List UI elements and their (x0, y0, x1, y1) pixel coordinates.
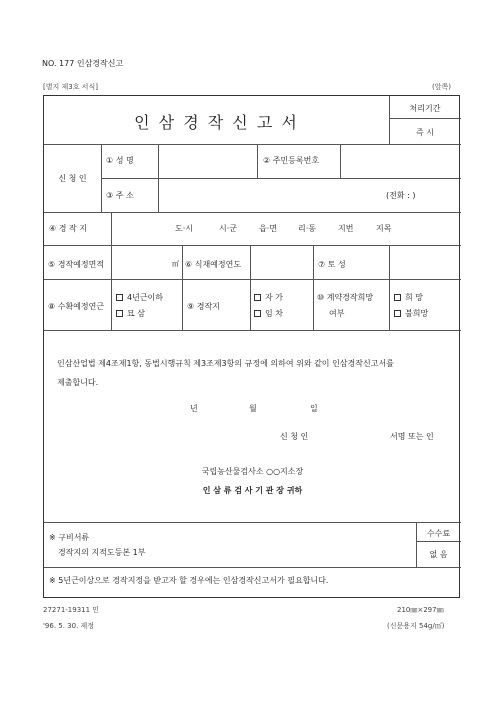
checkbox-icon (394, 294, 401, 301)
cultivation-location-label: ④ 경 작 지 (49, 224, 87, 233)
location-province: 도·시 (175, 224, 193, 233)
field-option-owned-label: 자 가 (265, 293, 283, 302)
applicant-label: 신 청 인 (58, 174, 87, 183)
document-code: 27271-19311 민 (43, 606, 100, 614)
required-documents-title: ※ 구비서류 (49, 533, 90, 542)
checkbox-icon (116, 294, 123, 301)
resident-number-label: ② 주민등록번호 (263, 156, 320, 165)
planting-year-label: ⑥ 식재예정연도 (185, 260, 242, 269)
processing-period-value: 즉 시 (416, 128, 434, 137)
signer-label: 신 청 인 (280, 432, 309, 441)
harvest-option-under-4yr-label: 4년근이하 (127, 293, 164, 302)
form-number: NO. 177 인삼경작신고 (42, 59, 124, 68)
field-option-leased[interactable] (254, 308, 283, 319)
name-label: ① 성 명 (106, 156, 134, 165)
harvest-age-label: ⑧ 수확예정연근 (48, 302, 105, 311)
recipient-line1: 국립농산물검사소 ○○지소장 (201, 467, 304, 476)
fee-value: 없 음 (429, 550, 448, 559)
field-ownership-label: ⑨ 경작지 (187, 302, 220, 311)
location-land-category: 지목 (376, 224, 392, 233)
checkbox-icon (116, 310, 123, 317)
footnote: ※ 5년근이상으로 경작지정을 받고자 할 경우에는 인삼경작신고서가 필요합니다. (49, 576, 329, 585)
harvest-option-seedling[interactable] (116, 308, 145, 319)
declaration-text-line2: 제출합니다. (57, 378, 99, 387)
required-documents-item: 경작지의 지적도등본 1부 (58, 548, 146, 557)
planting-year-field[interactable] (251, 247, 313, 277)
form-title: 인 삼 경 작 신 고 서 (134, 113, 299, 132)
resident-number-field[interactable] (341, 146, 459, 176)
harvest-option-under-4yr[interactable] (116, 292, 163, 303)
harvest-option-seedling-label: 묘 삼 (127, 309, 145, 318)
form-frame (43, 95, 460, 598)
date-day: 일 (310, 404, 318, 413)
checkbox-icon (254, 294, 261, 301)
paper-type: (신문용지 54g/㎡) (387, 622, 445, 630)
enactment-date: '96. 5. 30. 제정 (43, 622, 95, 630)
recipient-line2: 인 삼 류 검 사 기 관 장 귀하 (202, 486, 303, 495)
fee-label: 수수료 (426, 529, 451, 538)
location-village: 리·동 (298, 224, 316, 233)
contract-option-wish-label: 희 망 (405, 293, 423, 302)
declaration-text-line1: 인삼산업법 제4조제1항, 동법시행규칙 제3조제3항의 규정에 의하여 위와 같이 인삼경작신고서를 (57, 359, 394, 368)
processing-period-label: 처리기간 (409, 104, 441, 113)
checkbox-icon (254, 310, 261, 317)
date-month: 월 (249, 404, 257, 413)
soil-type-field[interactable] (390, 247, 459, 277)
location-town: 읍·면 (259, 224, 277, 233)
contract-option-wish[interactable] (394, 292, 423, 303)
contract-cultivation-label-1: ⑩ 계약경작희망 (317, 293, 374, 302)
name-field[interactable] (159, 146, 257, 176)
form-reference: [별지 제3호 서식] (43, 83, 98, 91)
contract-cultivation-label-2: 여부 (329, 309, 345, 318)
signature-note[interactable]: 서명 또는 인 (390, 432, 434, 441)
area-unit: ㎡ (172, 260, 179, 268)
phone-label: (전화 : ) (386, 191, 416, 200)
address-label: ③ 주 소 (106, 191, 134, 200)
contract-option-no-wish-label: 불희망 (405, 309, 429, 318)
checkbox-icon (394, 310, 401, 317)
soil-type-label: ⑦ 토 성 (318, 260, 346, 269)
page-side: (앞쪽) (432, 83, 451, 91)
planned-area-label: ⑤ 경작예정면적 (48, 260, 105, 269)
location-lot-number: 지번 (338, 224, 354, 233)
paper-size: 210㎜×297㎜ (397, 606, 444, 614)
contract-option-no-wish[interactable] (394, 308, 428, 319)
address-field[interactable] (159, 180, 389, 210)
date-year: 년 (190, 404, 198, 413)
field-option-owned[interactable] (254, 292, 283, 303)
field-option-leased-label: 임 차 (265, 309, 283, 318)
location-county: 시·군 (219, 224, 237, 233)
